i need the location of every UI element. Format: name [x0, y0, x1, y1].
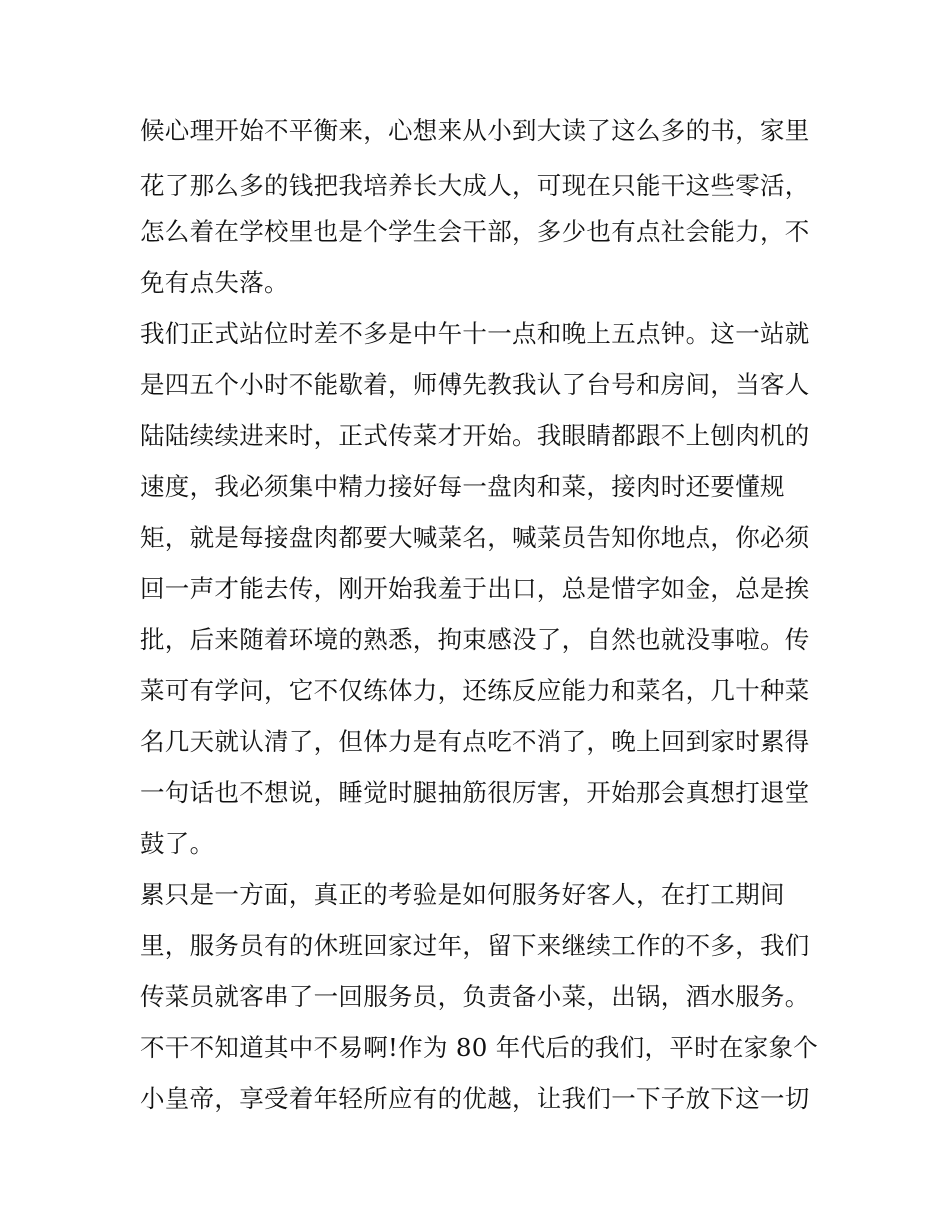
text-line: 鼓了。: [140, 829, 215, 858]
text-line: 不干不知道其中不易啊!作为 80 年代后的我们，平时在家象个: [140, 1033, 819, 1062]
text-line: 传菜员就客串了一回服务员，负责备小菜，出锅，酒水服务。: [140, 982, 810, 1011]
text-line: 名几天就认清了，但体力是有点吃不消了，晚上回到家时累得: [140, 727, 810, 756]
text-line: 回一声才能去传，刚开始我羞于出口，总是惜字如金，总是挨: [140, 574, 810, 603]
text-line: 菜可有学问，它不仅练体力，还练反应能力和菜名，几十种菜: [140, 676, 810, 705]
text-line: 我们正式站位时差不多是中午十一点和晚上五点钟。这一站就: [140, 319, 810, 348]
text-line: 小皇帝，享受着年轻所应有的优越，让我们一下子放下这一切: [140, 1084, 810, 1113]
text-line: 批，后来随着环境的熟悉，拘束感没了，自然也就没事啦。传: [140, 625, 810, 654]
text-line: 里，服务员有的休班回家过年，留下来继续工作的不多，我们: [140, 931, 810, 960]
text-line: 候心理开始不平衡来，心想来从小到大读了这么多的书，家里: [140, 116, 810, 145]
text-line: 一句话也不想说，睡觉时腿抽筋很厉害，开始那会真想打退堂: [140, 778, 810, 807]
text-line: 陆陆续续进来时，正式传菜才开始。我眼睛都跟不上刨肉机的: [140, 421, 810, 450]
text-line: 是四五个小时不能歇着，师傅先教我认了台号和房间，当客人: [140, 370, 810, 399]
text-line: 累只是一方面，真正的考验是如何服务好客人，在打工期间: [140, 880, 785, 909]
text-line: 矩，就是每接盘肉都要大喊菜名，喊菜员告知你地点，你必须: [140, 523, 810, 552]
text-line: 速度，我必须集中精力接好每一盘肉和菜，接肉时还要懂规: [140, 472, 785, 501]
text-line: 花了那么多的钱把我培养长大成人，可现在只能干这些零活，: [140, 171, 810, 200]
text-line: 免有点失落。: [140, 268, 289, 297]
text-line: 怎么着在学校里也是个学生会干部，多少也有点社会能力，不: [140, 217, 810, 246]
